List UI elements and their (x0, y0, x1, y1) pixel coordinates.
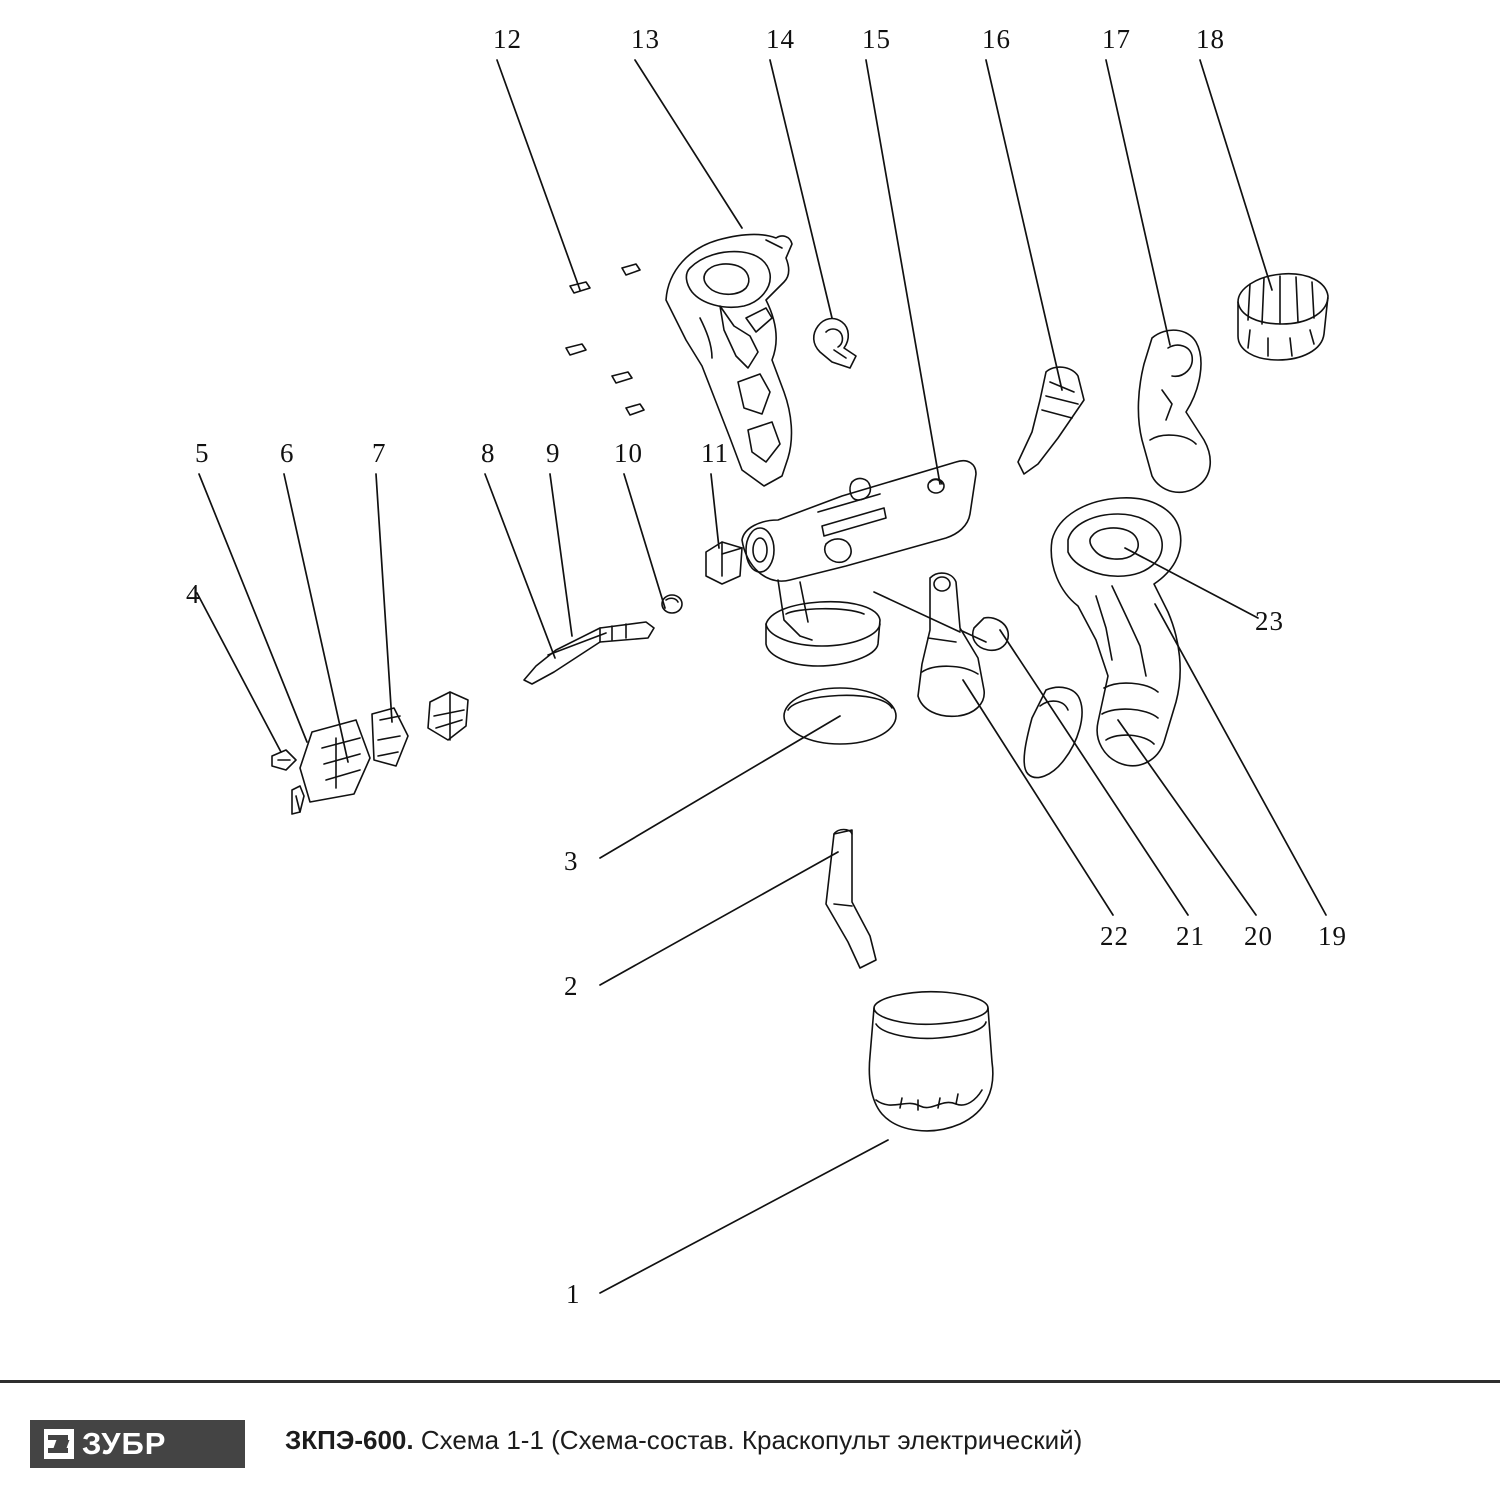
callout-19: 19 (1318, 921, 1347, 951)
callout-7: 7 (372, 438, 387, 468)
callout-8: 8 (481, 438, 496, 468)
part-22-spring-pin (874, 592, 1008, 650)
footer-divider (0, 1380, 1500, 1383)
callout-9: 9 (546, 438, 561, 468)
callout-13: 13 (631, 24, 660, 54)
callout-18: 18 (1196, 24, 1225, 54)
footer-bar (0, 1380, 1500, 1500)
part-4-screw (272, 750, 304, 814)
callout-22: 22 (1100, 921, 1129, 951)
part-16-vane (1018, 367, 1084, 474)
callout-1: 1 (566, 1279, 581, 1309)
part-9-needle-rod (524, 622, 654, 684)
leader-lines-left (197, 474, 719, 762)
diagram-caption (285, 1425, 1082, 1456)
part-18-nozzle-nut (1238, 274, 1328, 360)
arrow-in-box-icon (44, 1429, 74, 1459)
part-10-ball (662, 595, 682, 613)
callout-14: 14 (766, 24, 795, 54)
main-body-assembly (742, 461, 976, 666)
callout-10: 10 (614, 438, 643, 468)
brand-logo (30, 1420, 245, 1468)
part-21-valve-lever (918, 573, 984, 716)
callout-17: 17 (1102, 24, 1131, 54)
part-20-cover-blade (1024, 687, 1082, 777)
callout-12: 12 (493, 24, 522, 54)
callout-21: 21 (1176, 921, 1205, 951)
part-13-housing-half (666, 234, 792, 486)
part-7-bracket (428, 692, 468, 740)
callout-20: 20 (1244, 921, 1273, 951)
callout-5: 5 (195, 438, 210, 468)
callout-16: 16 (982, 24, 1011, 54)
callout-2: 2 (564, 971, 579, 1001)
part-14-trigger-clip (814, 319, 856, 368)
callout-3: 3 (564, 846, 579, 876)
part-5-filter-block (300, 720, 370, 802)
callout-4: 4 (186, 579, 201, 609)
callout-23: 23 (1255, 606, 1284, 636)
part-17-side-cover (1138, 330, 1210, 492)
leader-lines-top (497, 60, 1272, 484)
part-2-suction-tube (826, 830, 876, 969)
model-code: ЗКПЭ-600. (285, 1425, 414, 1455)
callout-15: 15 (862, 24, 891, 54)
part-11-bushing (706, 542, 742, 584)
callout-11: 11 (701, 438, 729, 468)
part-6-plate (372, 708, 408, 766)
diagram-description: Схема 1-1 (Схема-состав. Краскопульт электрический) (420, 1425, 1083, 1455)
part-12-pins (566, 264, 644, 415)
leader-lines-bottom (600, 548, 1326, 1293)
part-19-handle-shell (1051, 498, 1181, 766)
brand-name: ЗУБР (82, 1426, 167, 1461)
callout-6: 6 (280, 438, 295, 468)
part-1-paint-container (869, 992, 993, 1131)
